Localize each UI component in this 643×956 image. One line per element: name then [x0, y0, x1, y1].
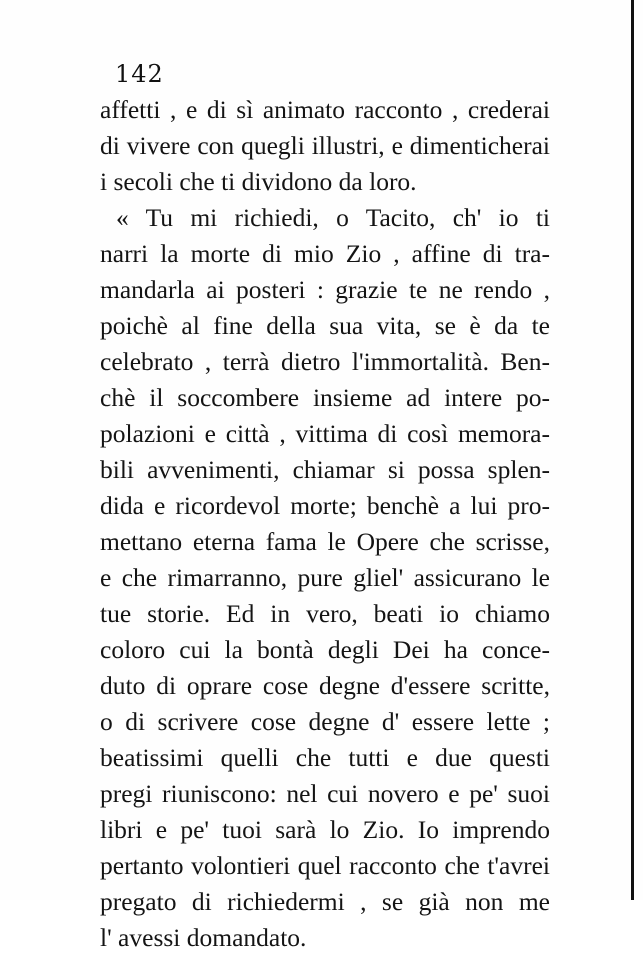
text-line: bili avvenimenti, chiamar si possa splen-	[100, 455, 550, 484]
body-text	[100, 92, 550, 956]
text-line: narri la morte di mio Zio , affine di tra-	[100, 239, 550, 268]
text-line: tue storie. Ed in vero, beati io chiamo	[100, 599, 550, 628]
text-line: di vivere con quegli illustri, e dimenticherai	[100, 131, 550, 160]
text-line: pregi riuniscono: nel cui novero e pe' suoi	[100, 779, 550, 808]
text-line: chè il soccombere insieme ad intere po-	[100, 383, 550, 412]
text-line: pregato di richiedermi , se già non me	[100, 887, 550, 916]
text-line: i secoli che ti dividono da loro.	[100, 167, 417, 196]
page-number: 142	[115, 60, 164, 88]
paragraph	[100, 200, 550, 956]
page-edge-shadow	[631, 0, 634, 900]
text-line: mandarla ai posteri : grazie te ne rendo ,	[100, 275, 550, 304]
text-line: polazioni e città , vittima di così memora-	[100, 419, 550, 448]
text-line: pertanto volontieri quel racconto che t'avrei	[100, 851, 550, 880]
text-line: e che rimarranno, pure gliel' assicurano le	[100, 563, 550, 592]
text-line: mettano eterna fama le Opere che scrisse,	[100, 527, 550, 556]
text-line: celebrato , terrà dietro l'immortalità. Ben-	[100, 347, 550, 376]
text-line: l' avessi domandato.	[100, 923, 307, 952]
text-line: « Tu mi richiedi, o Tacito, ch' io ti	[116, 203, 550, 232]
text-line: dida e ricordevol morte; benchè a lui pro-	[100, 491, 550, 520]
paragraph	[100, 92, 550, 200]
text-line: o di scrivere cose degne d' essere lette ;	[100, 707, 550, 736]
text-line: beatissimi quelli che tutti e due questi	[100, 743, 550, 772]
text-line: affetti , e di sì animato racconto , crederai	[100, 95, 550, 124]
text-line: coloro cui la bontà degli Dei ha conce-	[100, 635, 550, 664]
text-line: libri e pe' tuoi sarà lo Zio. Io imprendo	[100, 815, 550, 844]
text-line: poichè al fine della sua vita, se è da te	[100, 311, 550, 340]
text-line: duto di oprare cose degne d'essere scritte,	[100, 671, 550, 700]
